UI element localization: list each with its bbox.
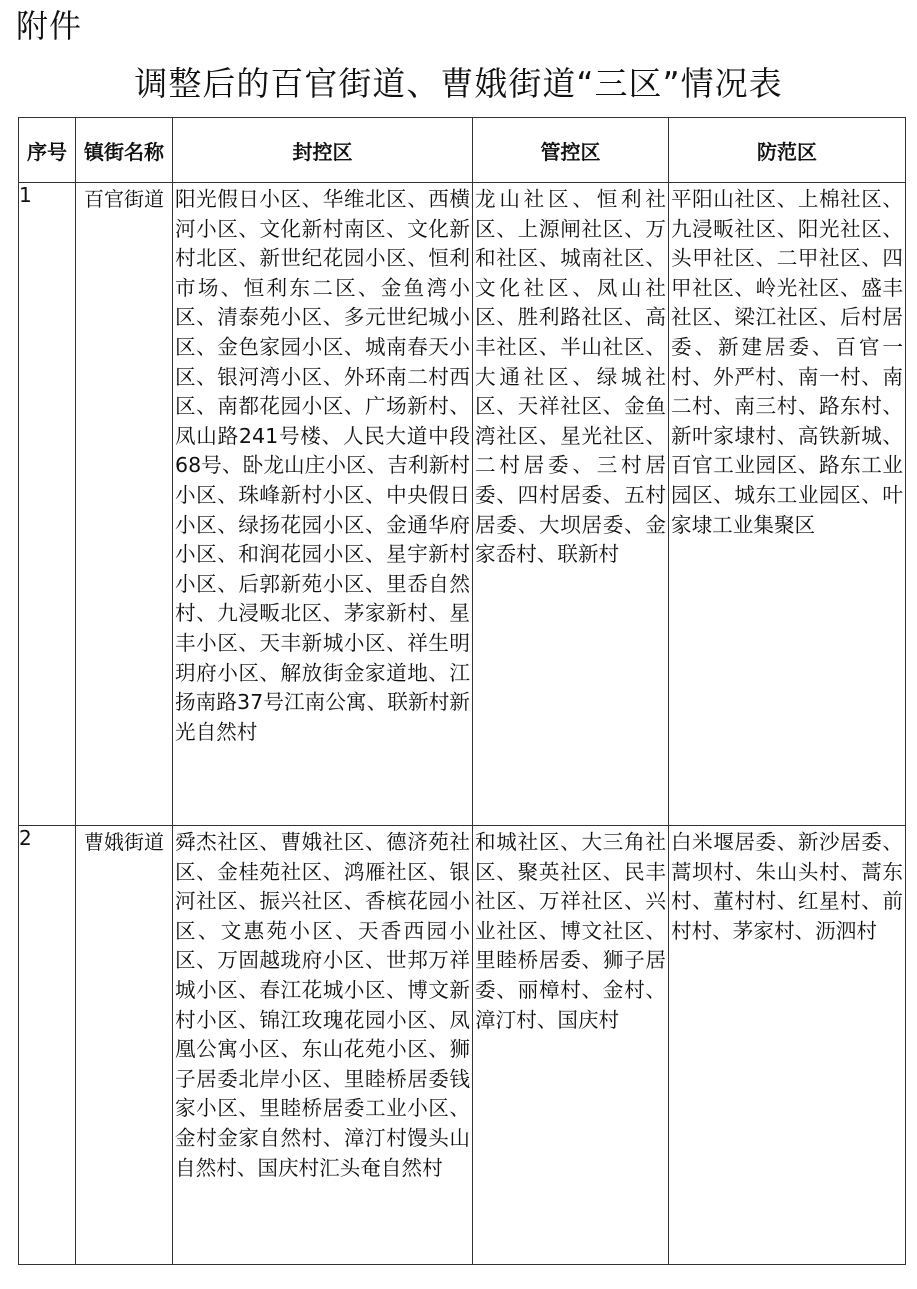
- header-lockdown-zone: 封控区: [173, 118, 473, 183]
- header-control-zone: 管控区: [473, 118, 669, 183]
- lockdown-zone-cell: [173, 826, 473, 1265]
- prevention-zone-cell: [669, 826, 906, 1265]
- prevention-zone-list: 平阳山社区、上棉社区、九浸畈社区、阳光社区、头甲社区、二甲社区、四甲社区、岭光社区、盛丰社区、梁江社区、后村居委、新建居委、百官一村、外严村、南一村、南二村、南三村、路东村、新叶家埭村、高铁新城、百官工业园区、路东工业园区、城东工业园区、叶家埭工业集聚区: [671, 187, 903, 537]
- header-number: 序号: [19, 118, 76, 183]
- table-row: [19, 183, 906, 826]
- lockdown-zone-list: 阳光假日小区、华维北区、西横河小区、文化新村南区、文化新村北区、新世纪花园小区、恒利市场、恒利东二区、金鱼湾小区、清泰苑小区、多元世纪城小区、金色家园小区、城南春天小区、银河湾小区、外环南二村西区、南都花园小区、广场新村、凤山路241号楼、人民大道中段68号、卧龙山庄小区、吉利新村小区、珠峰新村小区、中央假日小区、绿扬花园小区、金通华府小区、和润花园小区、星宇新村小区、后郭新苑小区、里岙自然村、九浸畈北区、茅家新村、星丰小区、天丰新城小区、祥生明玥府小区、解放街金家道地、江扬南路37号江南公寓、联新村新光自然村: [175, 187, 470, 744]
- town-name: 百官街道: [76, 183, 173, 826]
- prevention-zone-list: 白米堰居委、新沙居委、蒿坝村、朱山头村、蒿东村、董村村、红星村、前村村、茅家村、沥泗村: [671, 830, 903, 943]
- table-row: [19, 826, 906, 1265]
- header-prevention-zone: 防范区: [669, 118, 906, 183]
- prevention-zone-cell: [669, 183, 906, 826]
- header-town: 镇街名称: [76, 118, 173, 183]
- control-zone-list: 和城社区、大三角社区、聚英社区、民丰社区、万祥社区、兴业社区、博文社区、里睦桥居委、狮子居委、丽樟村、金村、漳汀村、国庆村: [475, 830, 666, 1032]
- lockdown-zone-cell: [173, 183, 473, 826]
- control-zone-cell: [473, 183, 669, 826]
- lockdown-zone-list: 舜杰社区、曹娥社区、德济苑社区、金桂苑社区、鸿雁社区、银河社区、振兴社区、香槟花园小区、文惠苑小区、天香西园小区、万固越珑府小区、世邦万祥城小区、春江花城小区、博文新村小区、锦江玫瑰花园小区、凤凰公寓小区、东山花苑小区、狮子居委北岸小区、里睦桥居委钱家小区、里睦桥居委工业小区、金村金家自然村、漳汀村馒头山自然村、国庆村汇头奄自然村: [175, 830, 470, 1180]
- town-name: 曹娥街道: [76, 826, 173, 1265]
- table-header-row: [19, 118, 906, 183]
- document-title: 调整后的百官街道、曹娥街道“三区”情况表: [134, 64, 783, 103]
- control-zone-cell: [473, 826, 669, 1265]
- zones-table: [18, 117, 906, 1265]
- attachment-label: 附件: [16, 7, 83, 45]
- control-zone-list: 龙山社区、恒利社区、上源闸社区、万和社区、城南社区、文化社区、凤山社区、胜利路社区、高丰社区、半山社区、大通社区、绿城社区、天祥社区、金鱼湾社区、星光社区、二村居委、三村居委、四村居委、五村居委、大坝居委、金家岙村、联新村: [475, 187, 666, 567]
- row-number: 2: [19, 826, 76, 1265]
- row-number: 1: [19, 183, 76, 826]
